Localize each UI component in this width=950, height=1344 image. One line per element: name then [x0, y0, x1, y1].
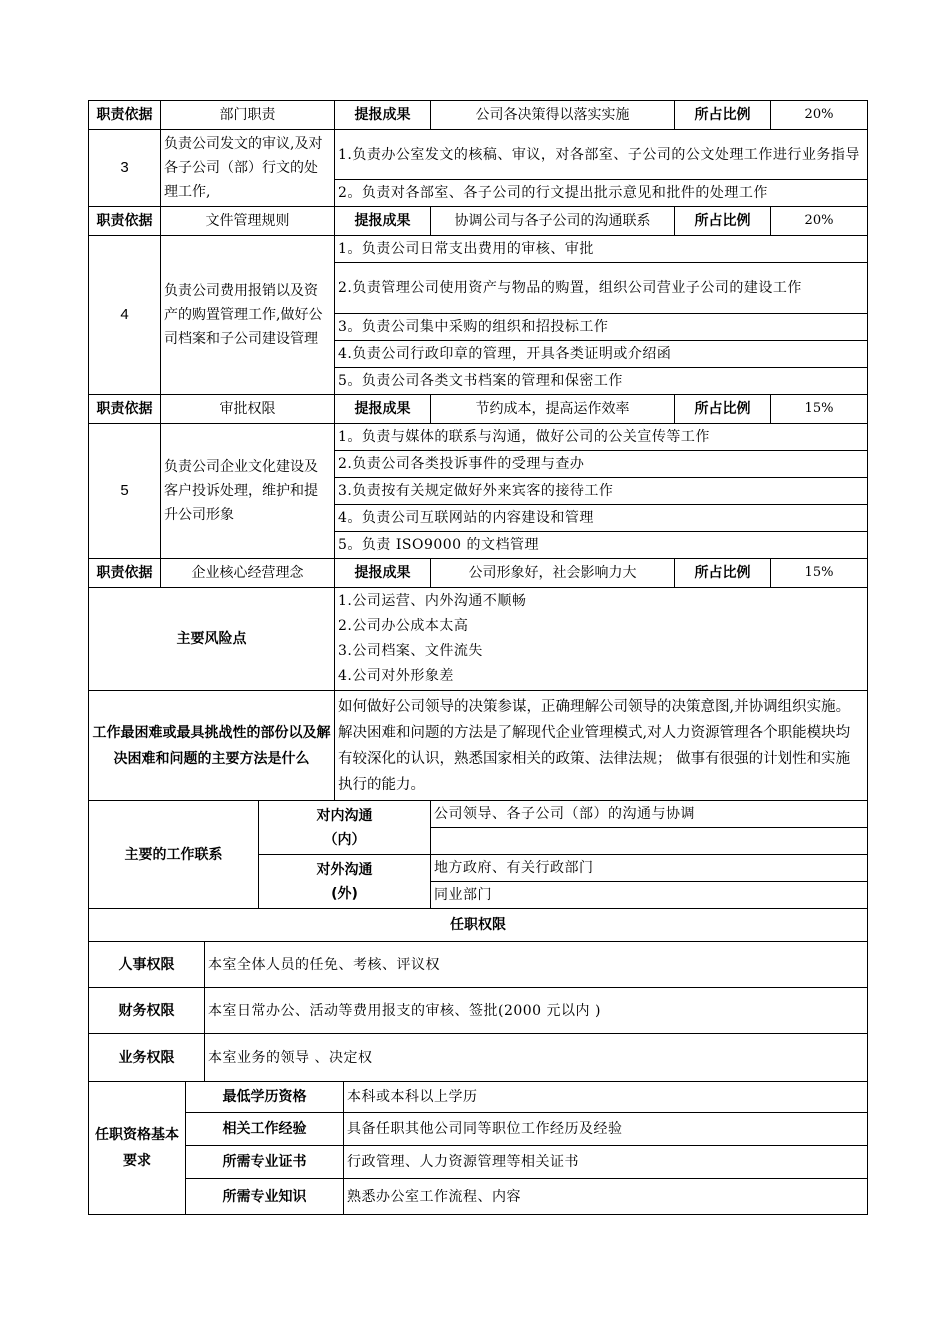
qualification-item-label: 所需专业知识: [186, 1179, 344, 1215]
job-description-sheet: [88, 100, 867, 1215]
authority-title-row: [89, 909, 868, 942]
basis-label: 职责依据: [89, 101, 161, 130]
basis-label: 职责依据: [89, 207, 161, 236]
duty-item: 2.负责管理公司使用资产与物品的购置，组织公司营业子公司的建设工作: [335, 263, 868, 314]
risk-row: [89, 588, 868, 691]
risk-item: 3.公司档案、文件流失: [338, 643, 483, 659]
authority-label: 人事权限: [89, 942, 205, 988]
authority-value: 本室业务的领导 、决定权: [205, 1034, 868, 1082]
duty-basis-row: [89, 207, 868, 236]
risk-item: 4.公司对外形象差: [338, 668, 454, 684]
outcome-label: 提报成果: [335, 101, 431, 130]
internal-label: [259, 801, 431, 855]
qualification-row: [89, 1179, 868, 1215]
basis-value: 审批权限: [161, 395, 335, 424]
external-item: 同业部门: [431, 882, 868, 909]
qualification-item-value: 具备任职其他公司同等职位工作经历及经验: [344, 1113, 868, 1146]
duty-item: 3。负责公司集中采购的组织和招投标工作: [335, 314, 868, 341]
duty-item: 1。负责与媒体的联系与沟通，做好公司的公关宣传等工作: [335, 424, 868, 451]
authority-row: [89, 942, 868, 988]
duty-row: [89, 130, 868, 180]
qualification-item-value: 熟悉办公室工作流程、内容: [344, 1179, 868, 1215]
relations-label: 主要的工作联系: [89, 801, 259, 909]
duty-number: 5: [89, 424, 161, 559]
outcome-value: 公司各决策得以落实实施: [431, 101, 675, 130]
duty-basis-row: [89, 395, 868, 424]
duty-basis-row: [89, 559, 868, 588]
authority-value: 本室日常办公、活动等费用报支的审核、签批(2000 元以内 ): [205, 988, 868, 1034]
duty-row: [89, 424, 868, 451]
ratio-value: 15%: [771, 395, 868, 424]
risk-item: 2.公司办公成本太高: [338, 618, 469, 634]
duty-description: 负责公司费用报销以及资产的购置管理工作,做好公司档案和子公司建设管理: [161, 236, 335, 395]
qualification-item-value: 本科或本科以上学历: [344, 1082, 868, 1113]
risk-list: [335, 588, 868, 691]
duty-item: 2.负责公司各类投诉事件的受理与查办: [335, 451, 868, 478]
duty-item: 4。负责公司互联网站的内容建设和管理: [335, 505, 868, 532]
ratio-label: 所占比例: [675, 207, 771, 236]
ratio-label: 所占比例: [675, 559, 771, 588]
duty-item: 5。负责公司各类文书档案的管理和保密工作: [335, 368, 868, 395]
outcome-label: 提报成果: [335, 395, 431, 424]
qualification-table: [88, 1081, 868, 1215]
outcome-value: 协调公司与各子公司的沟通联系: [431, 207, 675, 236]
internal-label-text: 对内沟通: [316, 807, 373, 824]
ratio-value: 15%: [771, 559, 868, 588]
difficulty-label: 工作最困难或最具挑战性的部份以及解决困难和问题的主要方法是什么: [89, 691, 335, 801]
qualification-row: [89, 1146, 868, 1179]
external-label-sub: (外): [331, 885, 358, 902]
risk-item: 1.公司运营、内外沟通不顺畅: [338, 593, 527, 609]
relations-row: [89, 801, 868, 828]
external-label-text: 对外沟通: [316, 861, 373, 878]
external-item: 地方政府、有关行政部门: [431, 855, 868, 882]
ratio-value: 20%: [771, 101, 868, 130]
authority-table: [88, 941, 868, 1082]
authority-row: [89, 1034, 868, 1082]
ratio-label: 所占比例: [675, 395, 771, 424]
authority-row: [89, 988, 868, 1034]
external-label: [259, 855, 431, 909]
difficulty-row: [89, 691, 868, 801]
duty-basis-row: [89, 101, 868, 130]
outcome-value: 节约成本，提高运作效率: [431, 395, 675, 424]
duty-row: [89, 236, 868, 263]
duty-item: 4.负责公司行政印章的管理，开具各类证明或介绍函: [335, 341, 868, 368]
qualification-item-value: 行政管理、人力资源管理等相关证书: [344, 1146, 868, 1179]
qualification-row: [89, 1082, 868, 1113]
basis-value: 文件管理规则: [161, 207, 335, 236]
outcome-label: 提报成果: [335, 207, 431, 236]
authority-value: 本室全体人员的任免、考核、评议权: [205, 942, 868, 988]
duty-item: 2。负责对各部室、各子公司的行文提出批示意见和批件的处理工作: [335, 180, 868, 207]
ratio-value: 20%: [771, 207, 868, 236]
duty-item: 3.负责按有关规定做好外来宾客的接待工作: [335, 478, 868, 505]
duty-item: 1。负责公司日常支出费用的审核、审批: [335, 236, 868, 263]
difficulty-text: 如何做好公司领导的决策参谋，正确理解公司领导的决策意图,并协调组织实施。解决困难和问题的方法是了解现代企业管理模式,对人力资源管理各个职能模块均有较深化的认识，熟悉国家相关的政策、法律法规； 做事有很强的计划性和实施执行的能力。: [335, 691, 868, 801]
duty-description: 负责公司企业文化建设及客户投诉处理，维护和提升公司形象: [161, 424, 335, 559]
qualification-label: 任职资格基本要求: [89, 1082, 186, 1215]
internal-item: 公司领导、各子公司（部）的沟通与协调: [431, 801, 868, 828]
basis-label: 职责依据: [89, 559, 161, 588]
internal-label-sub: （内）: [323, 831, 366, 848]
duty-item: 5。负责 ISO9000 的文档管理: [335, 532, 868, 559]
outcome-label: 提报成果: [335, 559, 431, 588]
outcome-value: 公司形象好，社会影响力大: [431, 559, 675, 588]
authority-label: 财务权限: [89, 988, 205, 1034]
qualification-row: [89, 1113, 868, 1146]
ratio-label: 所占比例: [675, 101, 771, 130]
qualification-item-label: 最低学历资格: [186, 1082, 344, 1113]
basis-value: 企业核心经营理念: [161, 559, 335, 588]
duty-item: 1.负责办公室发文的核稿、审议，对各部室、子公司的公文处理工作进行业务指导: [335, 130, 868, 180]
basis-value: 部门职责: [161, 101, 335, 130]
duties-table: [88, 100, 868, 942]
duty-number: 4: [89, 236, 161, 395]
authority-title: 任职权限: [89, 909, 868, 942]
qualification-item-label: 相关工作经验: [186, 1113, 344, 1146]
duty-description: 负责公司发文的审议,及对各子公司（部）行文的处理工作,: [161, 130, 335, 207]
internal-item: [431, 828, 868, 855]
qualification-item-label: 所需专业证书: [186, 1146, 344, 1179]
risk-label: 主要风险点: [89, 588, 335, 691]
basis-label: 职责依据: [89, 395, 161, 424]
duty-number: 3: [89, 130, 161, 207]
authority-label: 业务权限: [89, 1034, 205, 1082]
